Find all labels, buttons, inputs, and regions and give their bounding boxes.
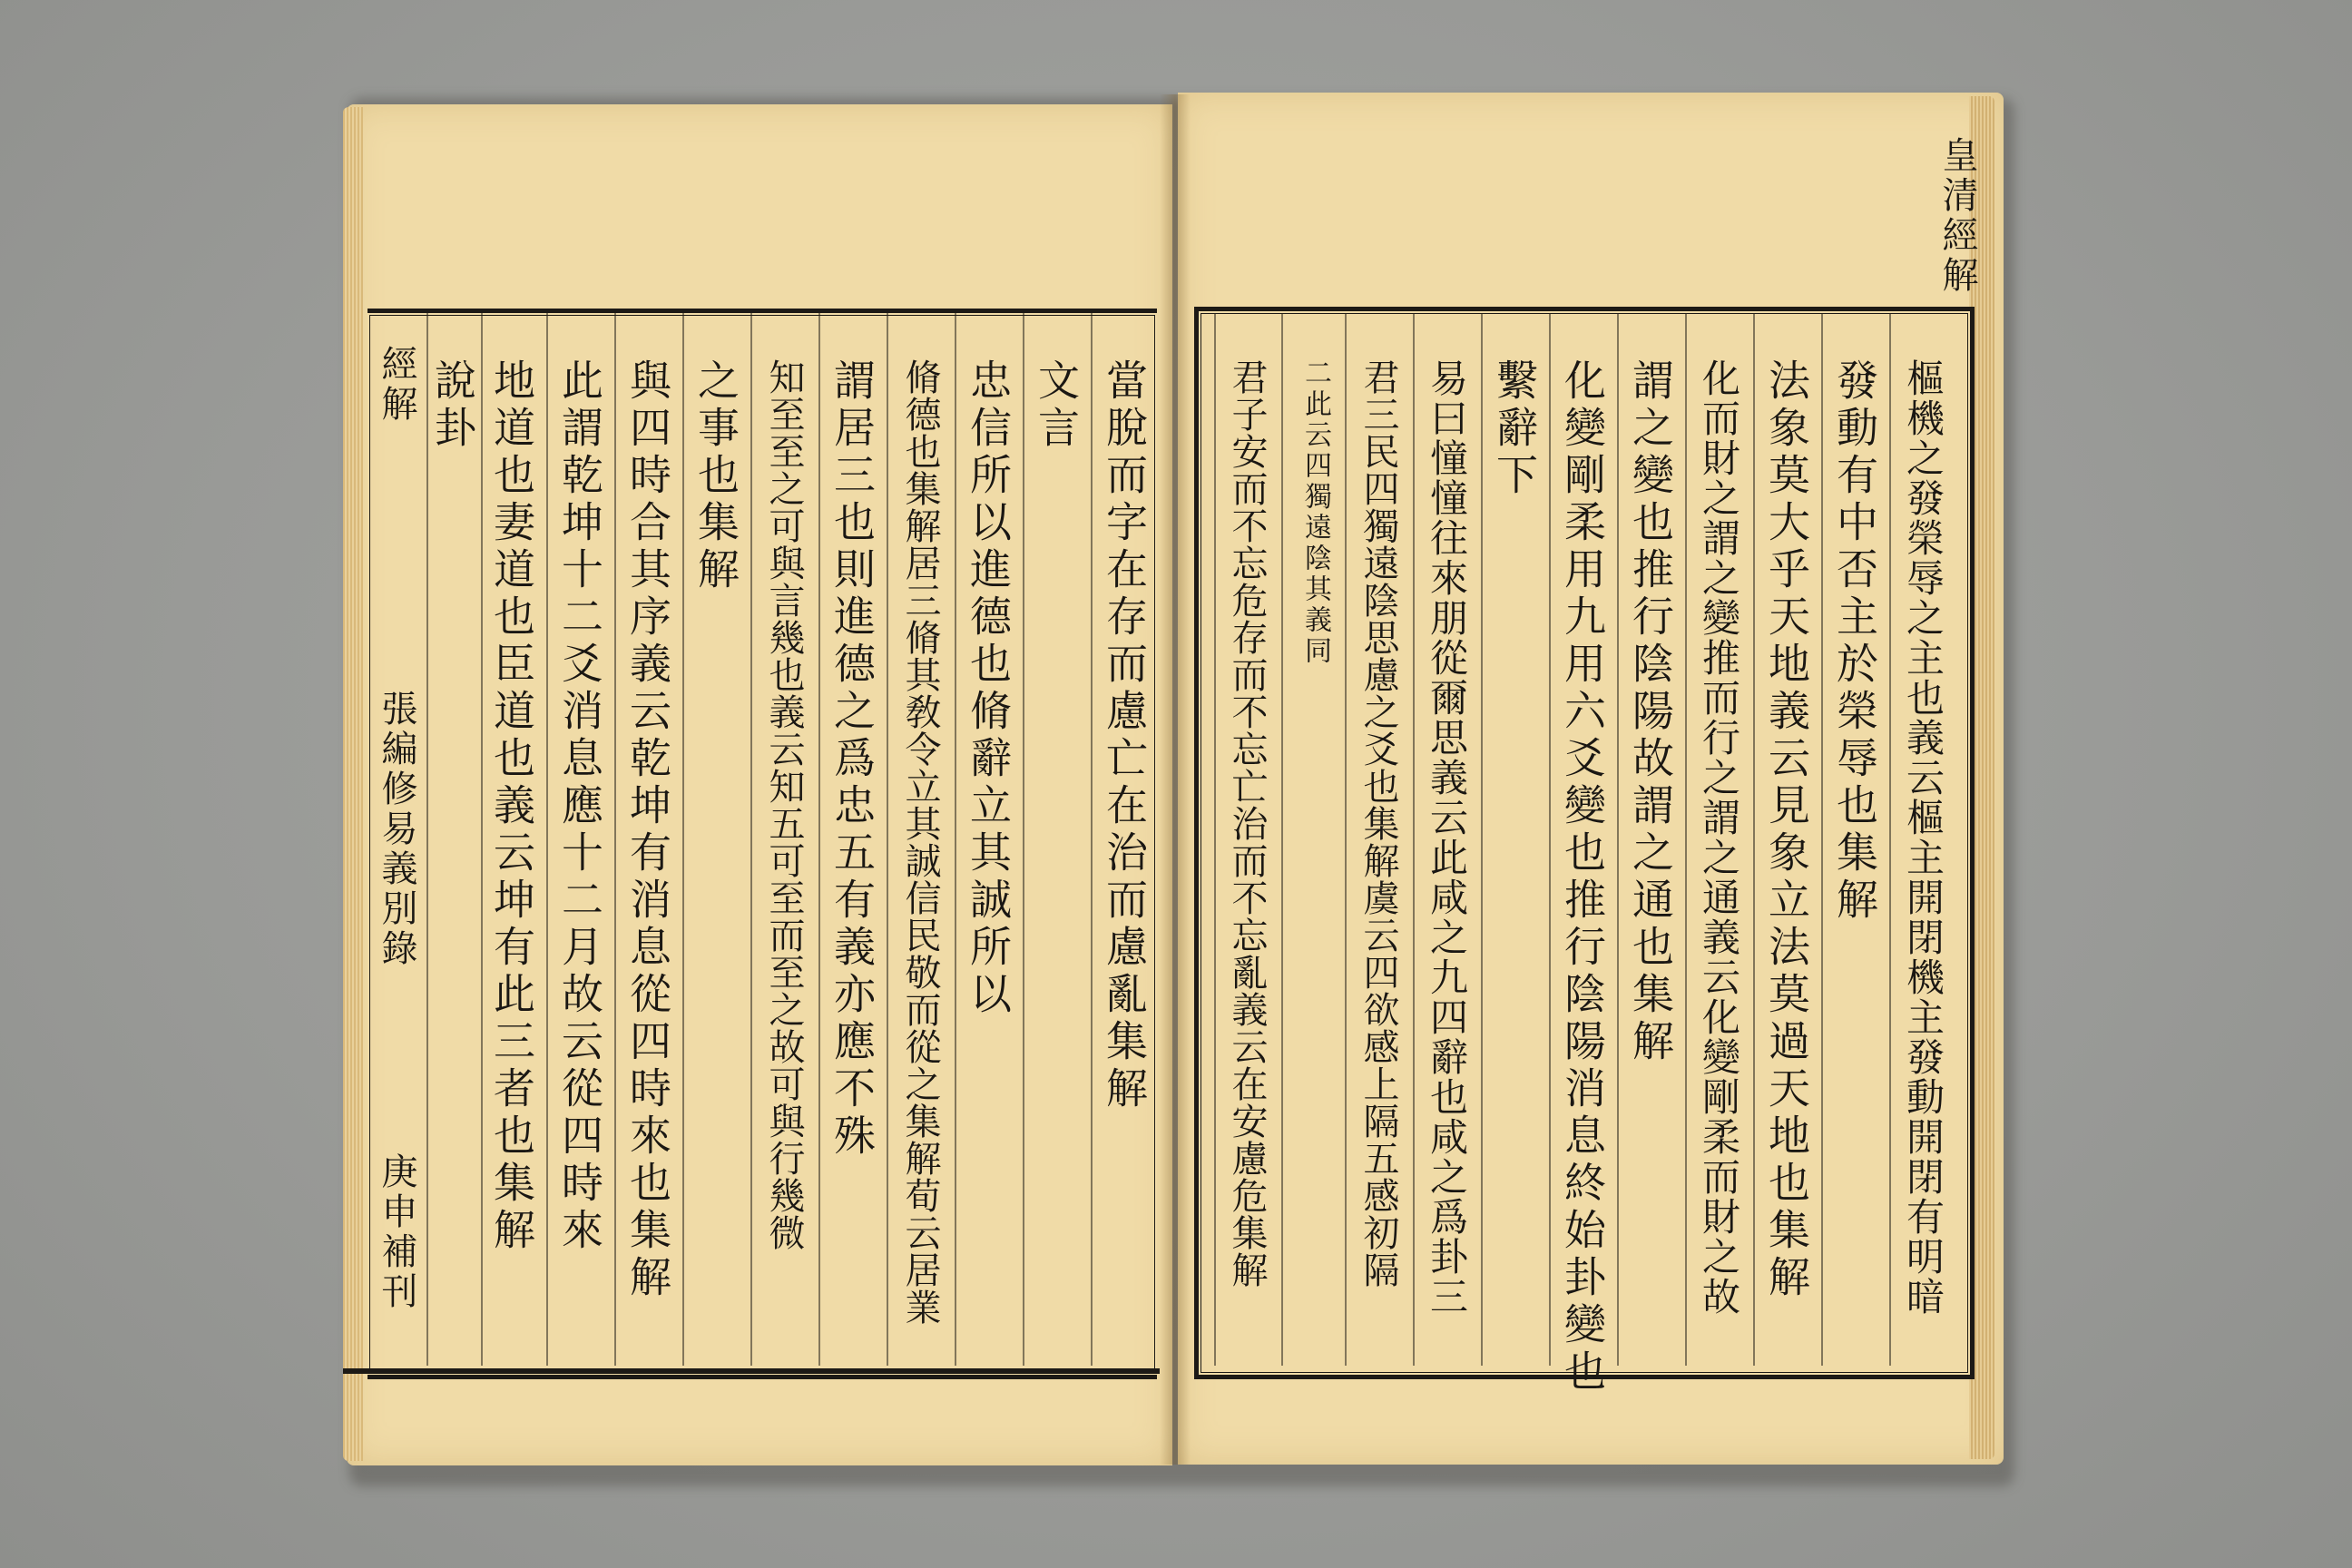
right-column-7: 繫辭下 bbox=[1490, 358, 1539, 500]
column-rule bbox=[750, 313, 752, 1366]
column-rule bbox=[887, 313, 888, 1366]
book-gutter bbox=[1160, 94, 1191, 1465]
column-rule bbox=[818, 313, 820, 1366]
left-margin-footer: 庚申補刊 bbox=[376, 1152, 417, 1312]
column-rule bbox=[426, 313, 428, 1366]
column-rule bbox=[1214, 313, 1216, 1366]
column-rule bbox=[682, 313, 684, 1366]
column-rule bbox=[614, 313, 616, 1366]
column-rule bbox=[481, 313, 483, 1366]
column-rule bbox=[1753, 313, 1755, 1366]
column-rule bbox=[1889, 313, 1891, 1366]
left-column-1: 當脫而字在存而慮亡在治而慮亂集解 bbox=[1100, 358, 1149, 1113]
left-margin-title: 經解 bbox=[376, 345, 417, 425]
left-column-3: 忠信所以進德也脩辭立其誠所以 bbox=[964, 358, 1013, 1019]
right-column-2: 發動有中否主於榮辱也集解 bbox=[1830, 358, 1879, 925]
right-column-1: 樞機之發榮辱之主也義云樞主開閉機主發動開閉有明暗 bbox=[1901, 358, 1945, 1317]
column-rule bbox=[1091, 313, 1093, 1366]
right-margin-title: 皇清經解 bbox=[1936, 136, 1978, 296]
left-column-10: 地道也妻道也臣道也義云坤有此三者也集解 bbox=[487, 358, 536, 1255]
left-page-edge bbox=[343, 107, 363, 1461]
left-margin-subtitle: 張編修易義別錄 bbox=[376, 690, 417, 969]
left-column-4: 脩德也集解居三脩其敎令立其誠信民敬而從之集解荀云居業 bbox=[899, 358, 941, 1326]
left-column-2: 文言 bbox=[1032, 358, 1081, 453]
left-column-9: 此謂乾坤十二爻消息應十二月故云從四時來 bbox=[555, 358, 604, 1255]
column-rule bbox=[1821, 313, 1823, 1366]
right-column-9: 君三民四獨遠陰思慮之爻也集解虞云四欲感上隔五感初隔 bbox=[1357, 358, 1399, 1289]
column-rule bbox=[546, 313, 548, 1366]
left-page-bottom-rule bbox=[343, 1368, 1160, 1374]
right-column-5: 謂之變也推行陰陽故謂之通也集解 bbox=[1626, 358, 1675, 1066]
left-column-8: 與四時合其序義云乾坤有消息從四時來也集解 bbox=[623, 358, 672, 1302]
right-column-6: 化變剛柔用九用六爻變也推行陰陽消息終始卦變也 bbox=[1558, 358, 1607, 1396]
column-rule bbox=[1345, 313, 1347, 1366]
left-column-6: 知至至之可與言幾也義云知五可至而至之故可與行幾微 bbox=[763, 358, 805, 1251]
column-rule bbox=[1481, 313, 1483, 1366]
column-rule bbox=[1549, 313, 1551, 1366]
column-rule bbox=[1685, 313, 1687, 1366]
right-column-3: 法象莫大乎天地義云見象立法莫過天地也集解 bbox=[1762, 358, 1811, 1302]
column-rule bbox=[1413, 313, 1415, 1366]
column-rule bbox=[1617, 313, 1619, 1366]
left-column-5: 謂居三也則進德之爲忠五有義亦應不殊 bbox=[828, 358, 877, 1161]
right-column-11: 君子安而不忘危存而不忘亡治而不忘亂義云在安慮危集解 bbox=[1226, 358, 1268, 1289]
left-column-11: 說卦 bbox=[428, 358, 477, 453]
column-rule bbox=[1023, 313, 1024, 1366]
column-rule bbox=[1281, 313, 1283, 1366]
left-column-7: 之事也集解 bbox=[691, 358, 740, 594]
column-rule bbox=[955, 313, 956, 1366]
right-column-10: 二此云四獨遠陰其義同 bbox=[1299, 358, 1331, 667]
right-column-4: 化而財之謂之變推而行之謂之通義云化變剛柔而財之故 bbox=[1697, 358, 1741, 1317]
right-column-8: 易曰憧憧往來朋從爾思義云此咸之九四辭也咸之爲卦三 bbox=[1425, 358, 1469, 1317]
